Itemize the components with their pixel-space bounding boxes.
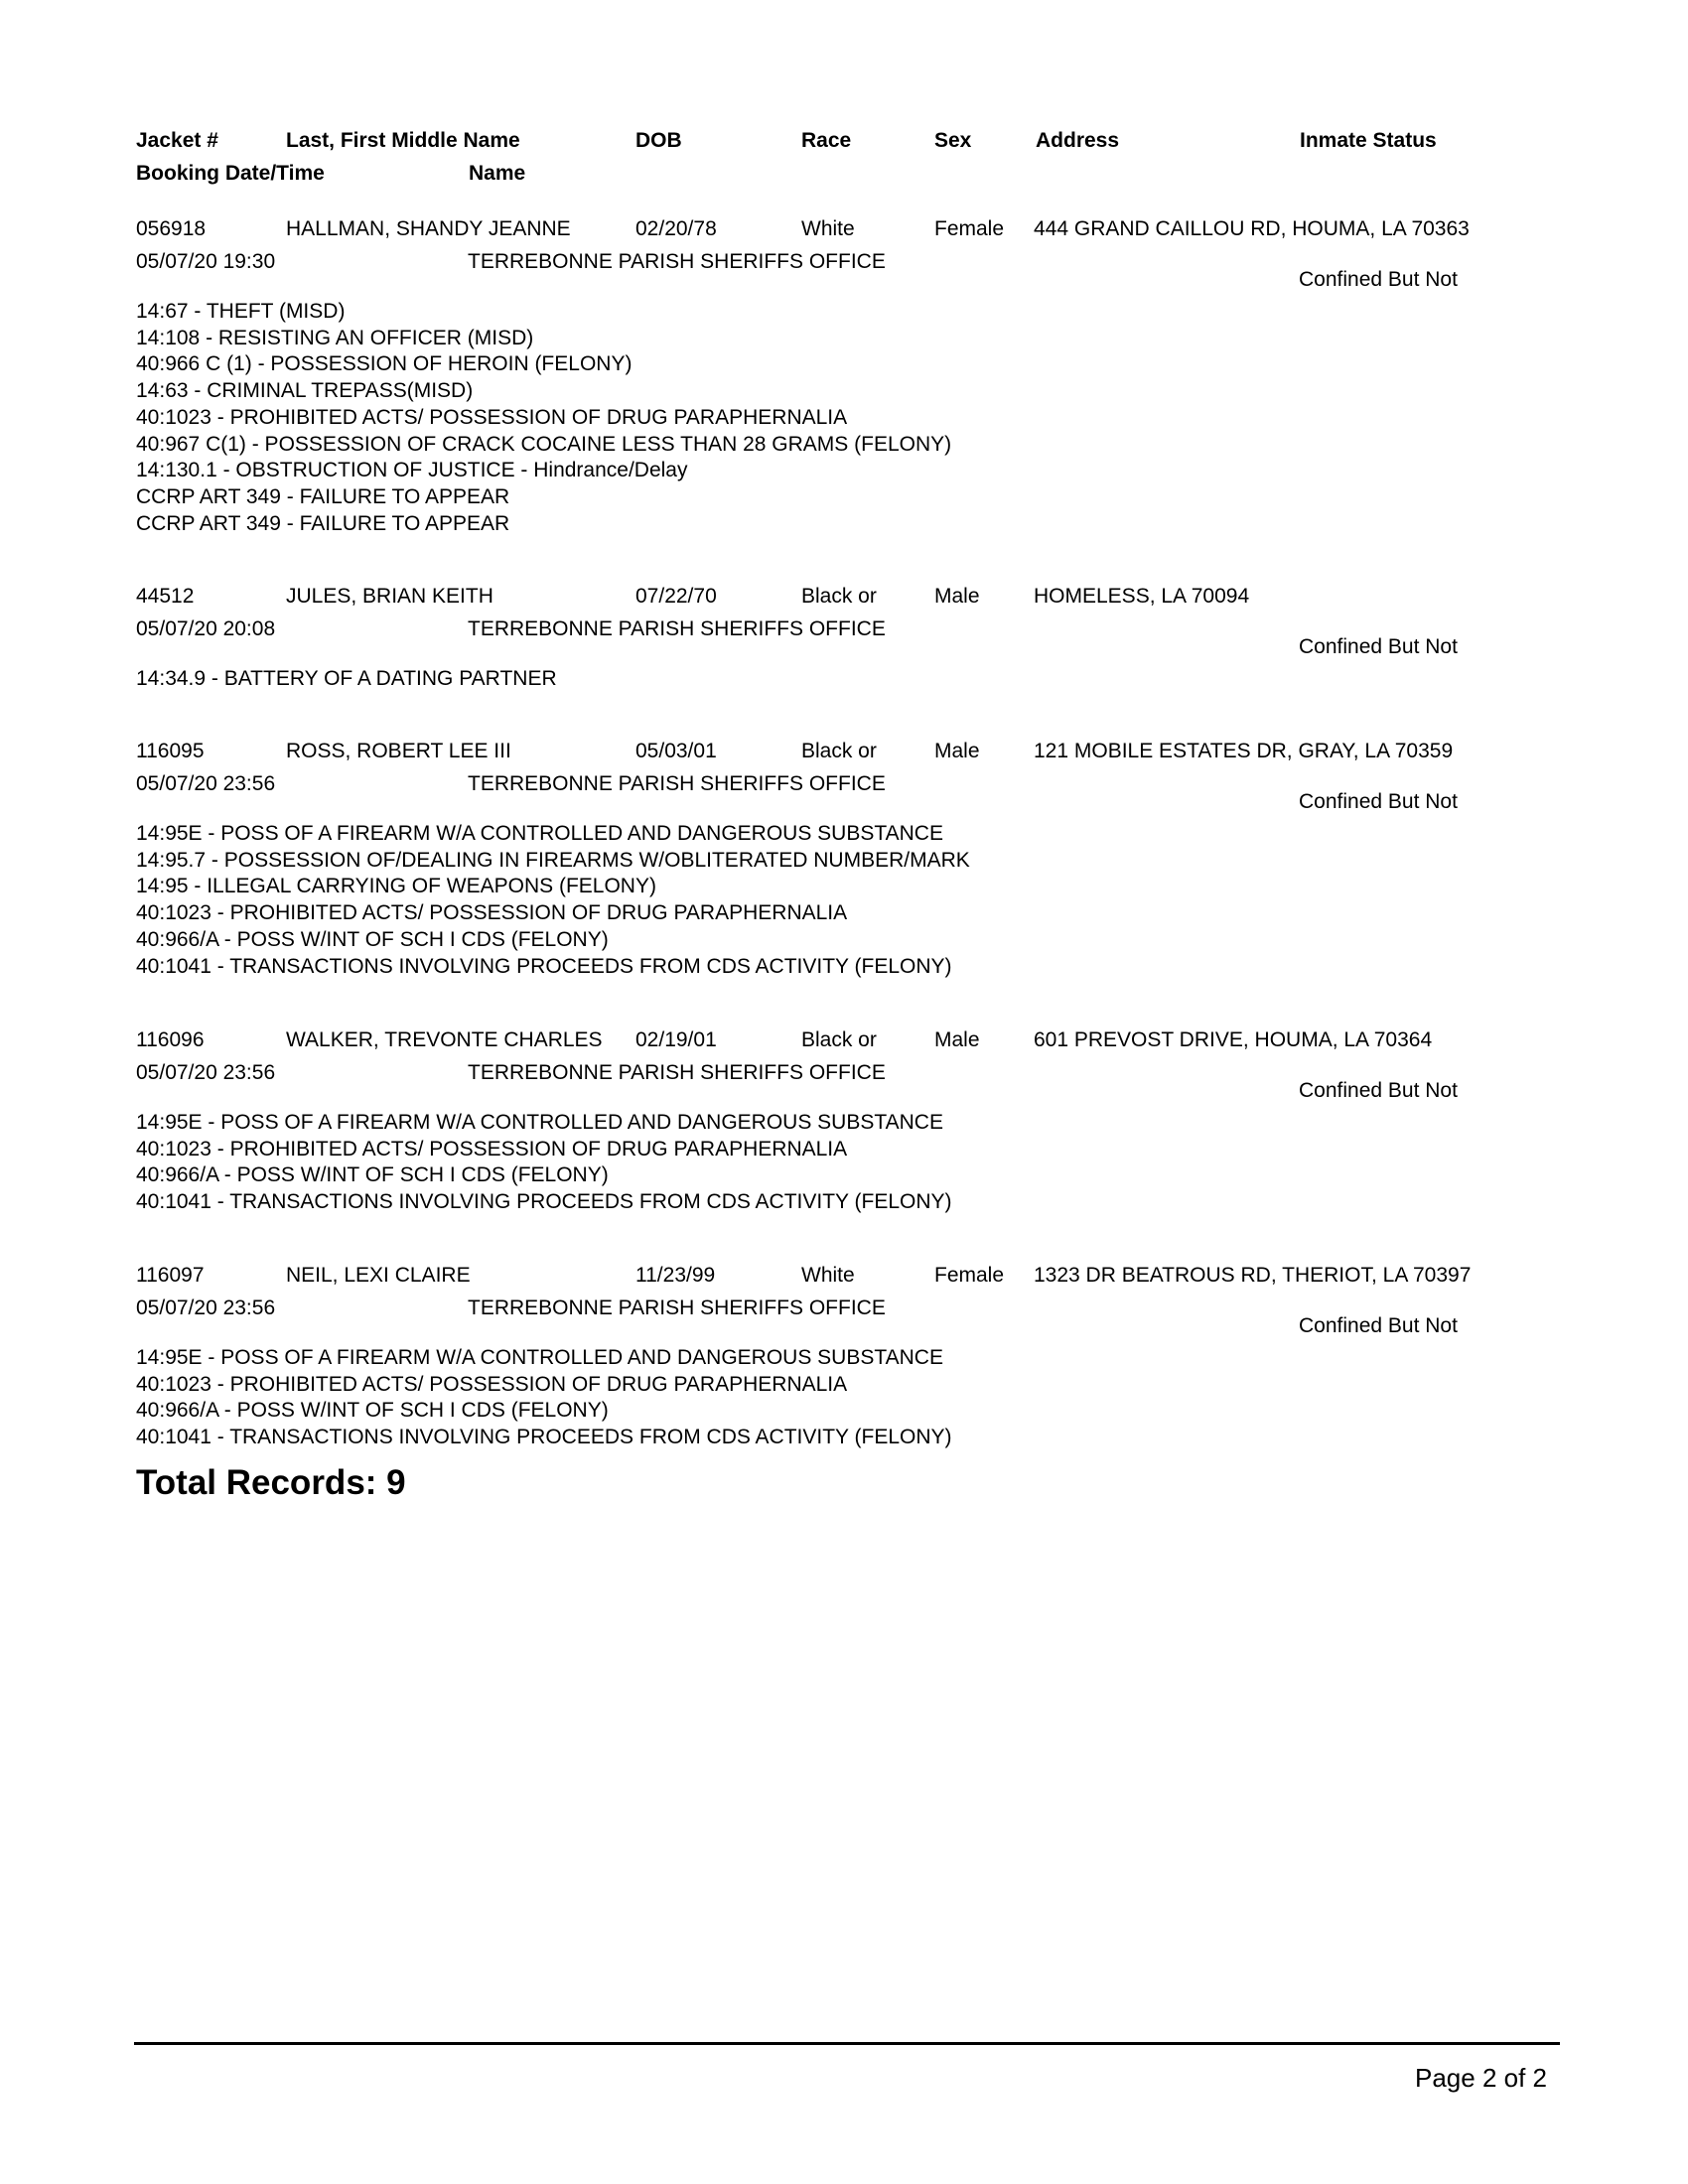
record-agency: TERREBONNE PARISH SHERIFFS OFFICE <box>468 617 886 640</box>
footer-divider <box>134 2042 1560 2045</box>
record-sex: Female <box>934 217 1005 240</box>
header-address: Address <box>1036 129 1120 152</box>
record-booking-datetime: 05/07/20 23:56 <box>136 1297 276 1319</box>
record-race: Black or <box>801 585 877 608</box>
record-sex: Male <box>934 585 980 608</box>
header-race: Race <box>801 129 852 152</box>
header-jacket: Jacket # <box>136 129 218 152</box>
charge-list <box>136 299 951 537</box>
record-jacket: 116097 <box>136 1264 205 1287</box>
charge-item: 40:967 C(1) - POSSESSION OF CRACK COCAINE LESS THAN 28 GRAMS (FELONY) <box>136 432 952 456</box>
charge-item: 40:966 C (1) - POSSESSION OF HEROIN (FELONY) <box>136 352 633 376</box>
charge-item: CCRP ART 349 - FAILURE TO APPEAR <box>136 484 510 508</box>
charge-list <box>136 666 557 693</box>
charge-item: 14:95 - ILLEGAL CARRYING OF WEAPONS (FELONY) <box>136 875 656 898</box>
header-inmate-status: Inmate Status <box>1300 129 1437 152</box>
charge-item: 40:966/A - POSS W/INT OF SCH I CDS (FELONY) <box>136 927 609 951</box>
record-jacket: 116096 <box>136 1028 205 1051</box>
record-booking-datetime: 05/07/20 23:56 <box>136 1061 276 1084</box>
record-inmate-status: Confined But Not <box>1299 1079 1458 1102</box>
record-agency: TERREBONNE PARISH SHERIFFS OFFICE <box>468 1061 886 1084</box>
charge-list <box>136 1345 952 1451</box>
header-name: Last, First Middle Name <box>286 129 520 152</box>
charge-item: 14:108 - RESISTING AN OFFICER (MISD) <box>136 326 534 349</box>
record-name: WALKER, TREVONTE CHARLES <box>286 1028 603 1051</box>
record-race: Black or <box>801 740 877 762</box>
record-booking-datetime: 05/07/20 20:08 <box>136 617 276 640</box>
charge-item: 40:1023 - PROHIBITED ACTS/ POSSESSION OF DRUG PARAPHERNALIA <box>136 405 848 429</box>
charge-item: 14:95E - POSS OF A FIREARM W/A CONTROLLED AND DANGEROUS SUBSTANCE <box>136 822 943 845</box>
header-sex: Sex <box>934 129 972 152</box>
record-inmate-status: Confined But Not <box>1299 1314 1458 1337</box>
charge-item: 14:130.1 - OBSTRUCTION OF JUSTICE - Hindrance/Delay <box>136 459 688 482</box>
record-address: 601 PREVOST DRIVE, HOUMA, LA 70364 <box>1034 1028 1433 1051</box>
record-name: NEIL, LEXI CLAIRE <box>286 1264 471 1287</box>
record-jacket: 116095 <box>136 740 205 762</box>
charge-item: 14:95E - POSS OF A FIREARM W/A CONTROLLED AND DANGEROUS SUBSTANCE <box>136 1111 943 1134</box>
record-address: HOMELESS, LA 70094 <box>1034 585 1250 608</box>
record-sex: Male <box>934 740 980 762</box>
charge-item: 40:1041 - TRANSACTIONS INVOLVING PROCEEDS FROM CDS ACTIVITY (FELONY) <box>136 1190 952 1214</box>
charge-item: 40:1023 - PROHIBITED ACTS/ POSSESSION OF DRUG PARAPHERNALIA <box>136 1372 848 1396</box>
header-agency-name: Name <box>469 162 526 185</box>
page-number: Page 2 of 2 <box>1415 2063 1547 2093</box>
record-sex: Male <box>934 1028 980 1051</box>
record-dob: 02/19/01 <box>635 1028 717 1051</box>
total-records: Total Records: 9 <box>136 1463 406 1502</box>
charge-item: 14:95.7 - POSSESSION OF/DEALING IN FIREARMS W/OBLITERATED NUMBER/MARK <box>136 848 970 872</box>
record-address: 1323 DR BEATROUS RD, THERIOT, LA 70397 <box>1034 1264 1472 1287</box>
record-name: ROSS, ROBERT LEE III <box>286 740 511 762</box>
record-jacket: 056918 <box>136 217 207 240</box>
record-name: JULES, BRIAN KEITH <box>286 585 493 608</box>
record-dob: 11/23/99 <box>635 1264 716 1287</box>
charge-item: 14:95E - POSS OF A FIREARM W/A CONTROLLED AND DANGEROUS SUBSTANCE <box>136 1346 943 1369</box>
record-inmate-status: Confined But Not <box>1299 268 1458 291</box>
record-jacket: 44512 <box>136 585 195 608</box>
record-address: 444 GRAND CAILLOU RD, HOUMA, LA 70363 <box>1034 217 1470 240</box>
record-agency: TERREBONNE PARISH SHERIFFS OFFICE <box>468 250 886 273</box>
header-booking-datetime: Booking Date/Time <box>136 162 325 185</box>
charge-item: 40:1023 - PROHIBITED ACTS/ POSSESSION OF DRUG PARAPHERNALIA <box>136 1137 848 1160</box>
record-race: Black or <box>801 1028 877 1051</box>
record-race: White <box>801 217 855 240</box>
record-inmate-status: Confined But Not <box>1299 790 1458 813</box>
record-name: HALLMAN, SHANDY JEANNE <box>286 217 571 240</box>
charge-item: 40:1023 - PROHIBITED ACTS/ POSSESSION OF DRUG PARAPHERNALIA <box>136 901 848 925</box>
charge-item: CCRP ART 349 - FAILURE TO APPEAR <box>136 511 510 535</box>
charge-item: 14:67 - THEFT (MISD) <box>136 300 346 323</box>
record-sex: Female <box>934 1264 1005 1287</box>
record-booking-datetime: 05/07/20 23:56 <box>136 772 276 795</box>
charge-item: 40:1041 - TRANSACTIONS INVOLVING PROCEEDS FROM CDS ACTIVITY (FELONY) <box>136 1426 952 1449</box>
charge-item: 14:63 - CRIMINAL TREPASS(MISD) <box>136 379 474 403</box>
record-booking-datetime: 05/07/20 19:30 <box>136 250 276 273</box>
charge-list <box>136 821 970 980</box>
charge-item: 14:34.9 - BATTERY OF A DATING PARTNER <box>136 667 557 690</box>
record-agency: TERREBONNE PARISH SHERIFFS OFFICE <box>468 772 886 795</box>
header-dob: DOB <box>635 129 682 152</box>
charge-list <box>136 1110 952 1216</box>
record-dob: 07/22/70 <box>635 585 717 608</box>
record-agency: TERREBONNE PARISH SHERIFFS OFFICE <box>468 1297 886 1319</box>
charge-item: 40:966/A - POSS W/INT OF SCH I CDS (FELONY) <box>136 1163 609 1187</box>
record-race: White <box>801 1264 855 1287</box>
record-dob: 05/03/01 <box>635 740 717 762</box>
charge-item: 40:966/A - POSS W/INT OF SCH I CDS (FELONY) <box>136 1399 609 1423</box>
record-address: 121 MOBILE ESTATES DR, GRAY, LA 70359 <box>1034 740 1454 762</box>
charge-item: 40:1041 - TRANSACTIONS INVOLVING PROCEEDS FROM CDS ACTIVITY (FELONY) <box>136 954 952 978</box>
record-dob: 02/20/78 <box>635 217 717 240</box>
record-inmate-status: Confined But Not <box>1299 635 1458 658</box>
